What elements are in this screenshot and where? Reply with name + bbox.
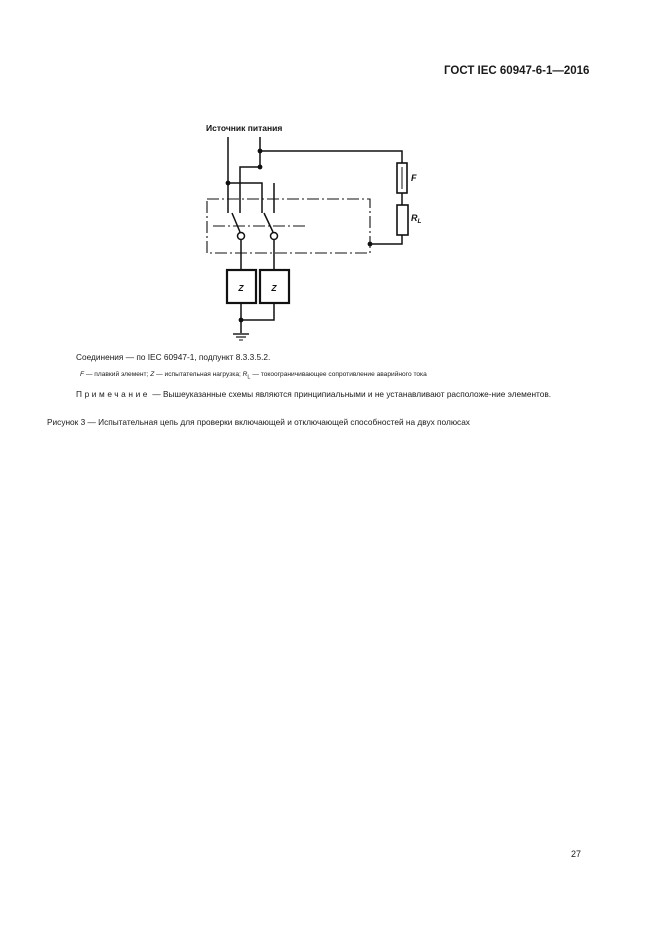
note-text: — Вышеуказанные схемы являются принципиальными и не устанавливают расположе-ние элементов.: [150, 389, 552, 399]
switch-blade-1: [232, 213, 240, 232]
junction-dot: [258, 165, 263, 170]
fuse-label: F: [411, 173, 417, 183]
diagram-legend: [80, 371, 427, 380]
page-number: 27: [571, 849, 582, 859]
junction-dot: [368, 242, 373, 247]
resistor-label: $R_L$: [411, 213, 422, 225]
figure-caption: Рисунок 3 — Испытательная цепь для проверки включающей и отключающей способностей на двух полюсах: [47, 417, 470, 427]
legend-f-symbol: F: [80, 371, 85, 378]
legend-f-text: — плавкий элемент;: [84, 371, 151, 378]
crossover-wire-1: [240, 167, 260, 213]
note-paragraph: [47, 388, 587, 401]
legend-z-text: — испытательная нагрузка;: [154, 371, 243, 378]
switch-contact-2: [271, 233, 278, 240]
circuit-diagram: [0, 0, 661, 360]
branch-wire: [260, 151, 402, 163]
legend-z-symbol: Z: [150, 371, 155, 378]
legend-r-subscript: L: [247, 374, 251, 381]
load-label-1: Z: [238, 283, 244, 293]
document-header: ГОСТ IEC 60947-6-1—2016: [444, 65, 590, 77]
legend-r-text: — токоограничивающее сопротивление аварийного тока: [250, 371, 427, 378]
resistor-return-wire: [370, 235, 402, 244]
junction-dot: [226, 181, 231, 186]
load-label-2: Z: [271, 283, 277, 293]
note-label: Примечание: [76, 389, 151, 399]
source-label: Источник питания: [206, 123, 283, 133]
junction-dot: [258, 149, 263, 154]
junction-dot: [239, 318, 244, 323]
switch-contact-1: [238, 233, 245, 240]
switch-blade-2: [264, 213, 273, 232]
resistor-box: [397, 205, 408, 235]
legend-r-symbol: R: [242, 371, 248, 378]
connections-text: Соединения — по IEC 60947-1, подпункт 8.3.3.5.2.: [76, 352, 271, 362]
load-2-wire: [241, 303, 274, 320]
crossover-wire-2: [228, 183, 262, 213]
